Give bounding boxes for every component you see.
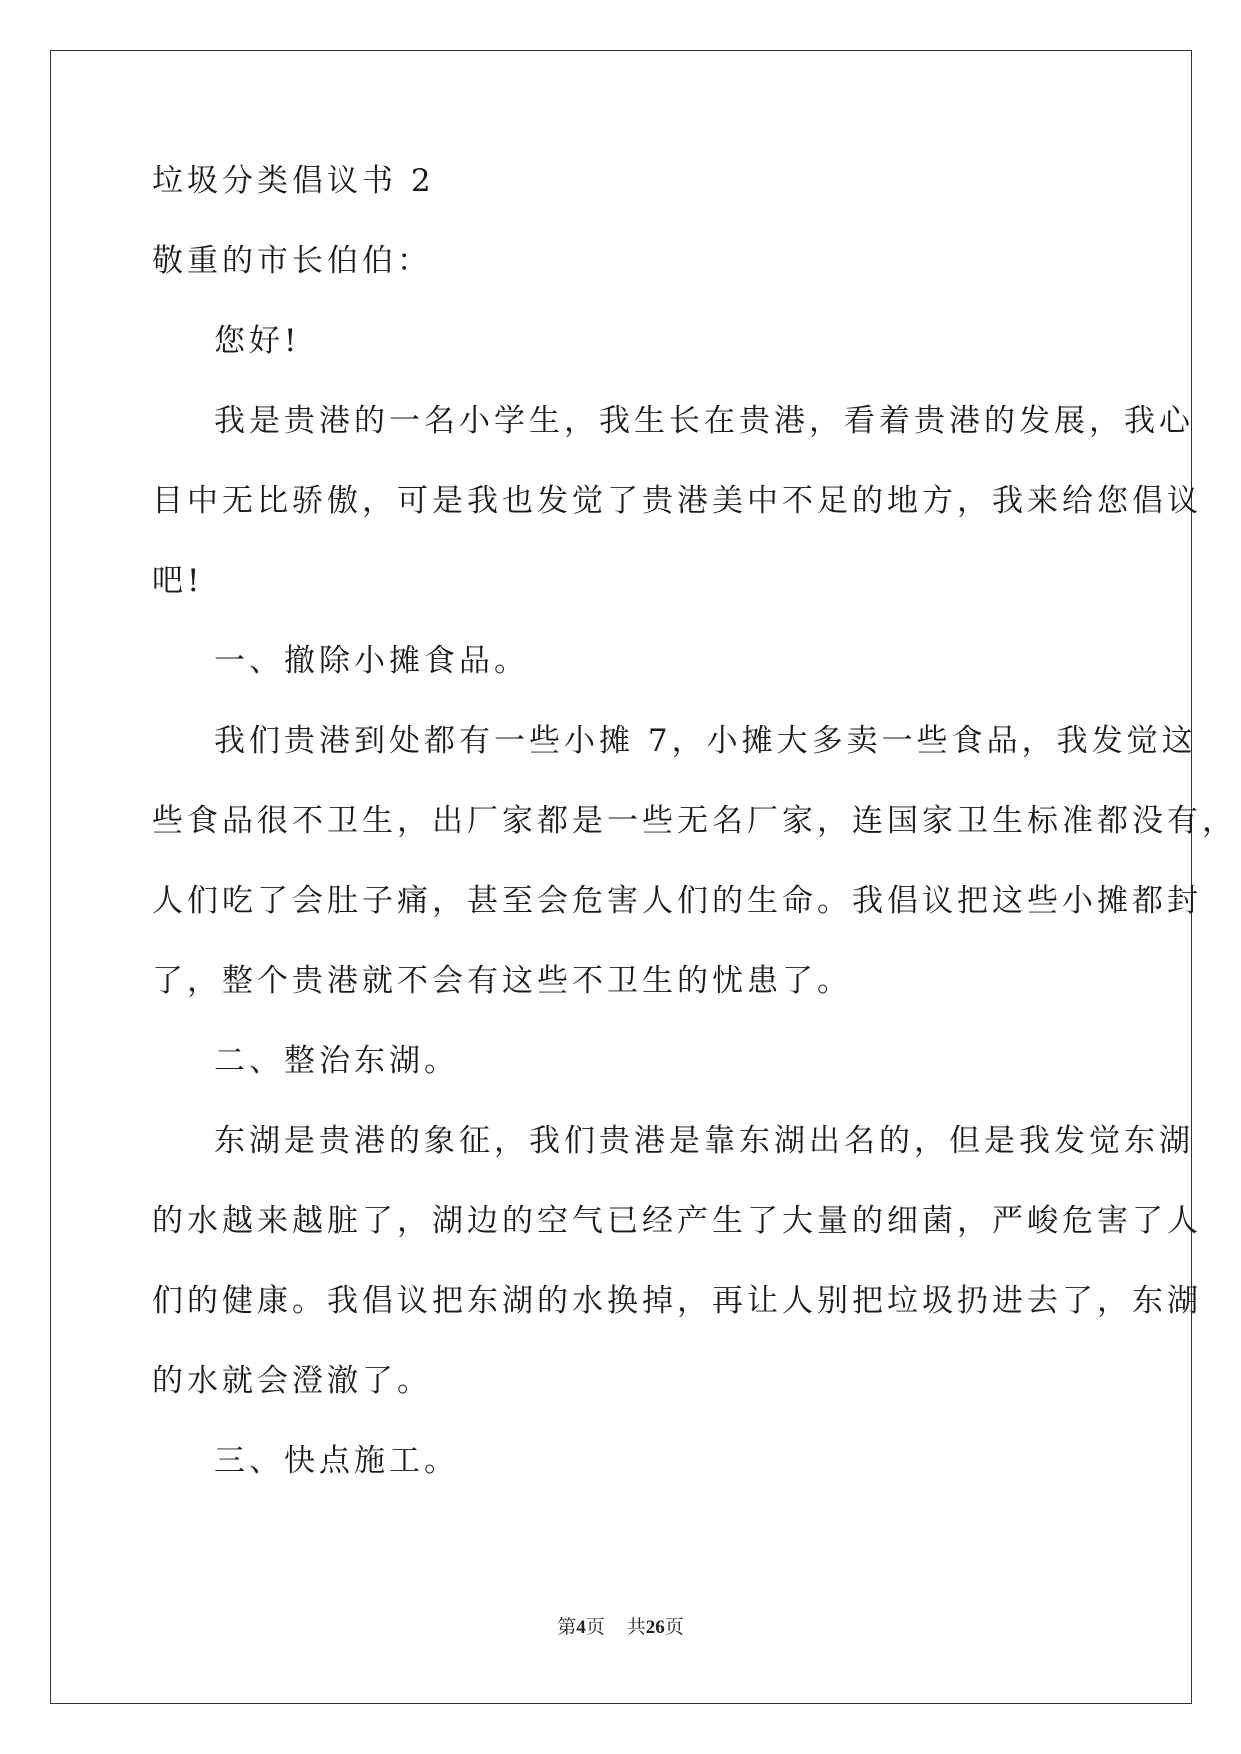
page-suffix: 页: [585, 1617, 605, 1638]
paragraph-line: 了，整个贵港就不会有这些不卫生的忧患了。: [152, 963, 852, 999]
paragraph-line: 人们吃了会肚子痛，甚至会危害人们的生命。我倡议把这些小摊都封: [152, 883, 1202, 919]
section-heading: 二、整治东湖。: [214, 1043, 459, 1079]
paragraph-line: 我是贵港的一名小学生，我生长在贵港，看着贵港的发展，我心: [214, 403, 1194, 439]
page-prefix: 第: [557, 1617, 577, 1638]
greeting: 您好!: [214, 323, 301, 359]
total-suffix: 页: [664, 1617, 684, 1638]
paragraph-line: 些食品很不卫生，出厂家都是一些无名厂家，连国家卫生标准都没有，: [152, 803, 1237, 839]
page-number: 4: [576, 1617, 586, 1638]
section-heading: 一、撤除小摊食品。: [214, 643, 529, 679]
page-footer: [0, 1612, 1241, 1639]
section-heading: 三、快点施工。: [214, 1443, 459, 1479]
paragraph-line: 吧!: [152, 563, 204, 599]
paragraph-line: 的水就会澄澈了。: [152, 1363, 432, 1399]
paragraph-line: 我们贵港到处都有一些小摊 7，小摊大多卖一些食品，我发觉这: [214, 723, 1197, 759]
salutation: 敬重的市长伯伯：: [152, 243, 432, 279]
total-prefix: 共: [626, 1617, 646, 1638]
document-body: [152, 160, 1237, 1482]
paragraph-line: 的水越来越脏了，湖边的空气已经产生了大量的细菌，严峻危害了人: [152, 1203, 1202, 1239]
paragraph-line: 东湖是贵港的象征，我们贵港是靠东湖出名的，但是我发觉东湖: [214, 1123, 1194, 1159]
paragraph-line: 目中无比骄傲，可是我也发觉了贵港美中不足的地方，我来给您倡议: [152, 483, 1202, 519]
total-pages: 26: [645, 1617, 665, 1638]
paragraph-line: 们的健康。我倡议把东湖的水换掉，再让人别把垃圾扔进去了，东湖: [152, 1283, 1202, 1319]
document-title: 垃圾分类倡议书 2: [152, 163, 435, 199]
